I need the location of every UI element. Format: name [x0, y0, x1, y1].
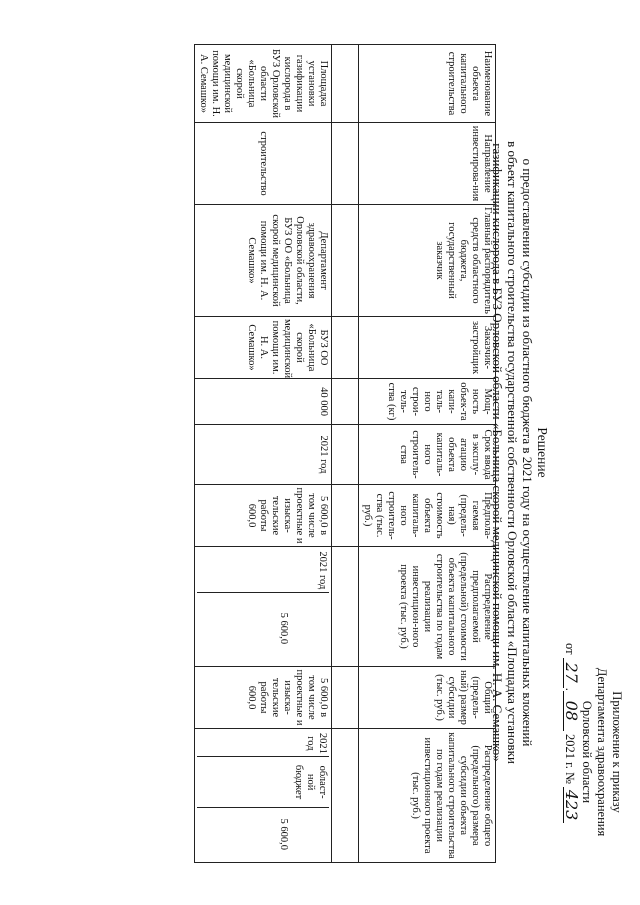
spacer-cell: [332, 729, 359, 863]
header-capacity: Мощ-ность объек-та капи-таль-ного строи-тель-ства (кг): [359, 379, 496, 425]
appendix-date-line: от 27.08 2021 г. № 423: [562, 637, 579, 867]
cell-subsidy-total: 5 600,0 в том числе проектные и изыска-тельские работы 600,0: [195, 667, 332, 729]
cell-developer: БУЗ ОО «Больница скорой медицинской помощи им. Н. А. Семашко»: [195, 317, 332, 379]
decision-title-line-1: о предоставлении субсидии из областного бюджета в 2021 году на осуществление капитальных вложений: [520, 158, 535, 747]
cell-term: 2021 год: [195, 425, 332, 485]
spacer-cell: [332, 485, 359, 547]
subsidy-year: 2021 год: [197, 731, 329, 757]
est-cost-year-value: 5 600,0: [278, 612, 289, 645]
decision-table: [194, 44, 496, 863]
table-row: [195, 45, 332, 863]
est-cost-year: 2021 год: [197, 549, 329, 593]
header-name: Наименование объекта капитального строительства: [359, 45, 496, 123]
header-subsidy-total: Общий (предель-ный) размер субсидии (тыс. руб.): [359, 667, 496, 729]
handwritten-order-number: 423: [563, 787, 579, 823]
table-header-row: [359, 45, 496, 863]
handwritten-day: 27: [563, 658, 579, 688]
header-est-cost: Предпола-гаемая (предель-ная) стоимость объекта капиталь-ного строитель-ства (тыс. руб.): [359, 485, 496, 547]
spacer-cell: [332, 425, 359, 485]
spacer-cell: [332, 123, 359, 205]
decision-heading: Решение: [535, 427, 550, 478]
header-term: Срок ввода в эксплу-атацию объекта капиталь-ного строитель-ства: [359, 425, 496, 485]
spacer-cell: [332, 379, 359, 425]
table-spacer-row: [332, 45, 359, 863]
header-subsidy-distribution: Распределение общего (предельного) размера субсидии объекта капитального строительства по годам реализации инвестиционного проекта (тыс. руб.): [359, 729, 496, 863]
subsidy-source: област-ной бюджет: [197, 757, 329, 809]
header-developer: Заказчик-застройщик: [359, 317, 496, 379]
spacer-cell: [332, 667, 359, 729]
date-prefix: от: [563, 643, 577, 655]
cell-manager: Департамент здравоохранения Орловской области, БУЗ ОО «Больница скорой медицинской помощи им. Н. А. Семашко»: [195, 205, 332, 317]
header-direction: Направление инвестирова-ния: [359, 123, 496, 205]
spacer-cell: [332, 205, 359, 317]
header-manager: Главный распорядитель средств областного бюджета, государственный заказчик: [359, 205, 496, 317]
cell-name: Площадка установки газификации кислорода в БУЗ Орловской области «Больница скорой медицинской помощи им. Н. А. Семашко»: [195, 45, 332, 123]
appendix-line-1: Приложение к приказу: [610, 691, 624, 813]
cell-est-cost: 5 600,0 в том числе проектные и изыска-тельские работы 600,0: [195, 485, 332, 547]
year-label: 2021 г. №: [563, 733, 577, 784]
handwritten-month: 08: [563, 691, 579, 731]
cell-capacity: 40 000: [195, 379, 332, 425]
spacer-cell: [332, 547, 359, 667]
spacer-cell: [332, 317, 359, 379]
appendix-block: [562, 637, 624, 867]
decision-title: [490, 0, 550, 905]
decision-title-line-3: газификации кислорода в БУЗ Орловской области «Больница скорой медицинской помощи им. Н. А. Семашко»: [490, 143, 505, 762]
header-est-cost-distribution: Распределение предполагаемой (предельной) стоимости объекта капитального строительства по годам реализации инвестицион-ного проекта (тыс. руб.): [359, 547, 496, 667]
appendix-line-2: Департамента здравоохранения: [595, 667, 609, 837]
cell-subsidy-distribution: [195, 729, 332, 863]
spacer-cell: [332, 45, 359, 123]
decision-title-line-2: в объект капитального строительства государственной собственности Орловской области «Площадка установки: [505, 141, 520, 764]
cell-est-cost-distribution: [195, 547, 332, 667]
appendix-line-3: Орловской области: [580, 700, 594, 804]
subsidy-value: 5 600,0: [278, 818, 289, 850]
cell-direction: строительство: [195, 123, 332, 205]
